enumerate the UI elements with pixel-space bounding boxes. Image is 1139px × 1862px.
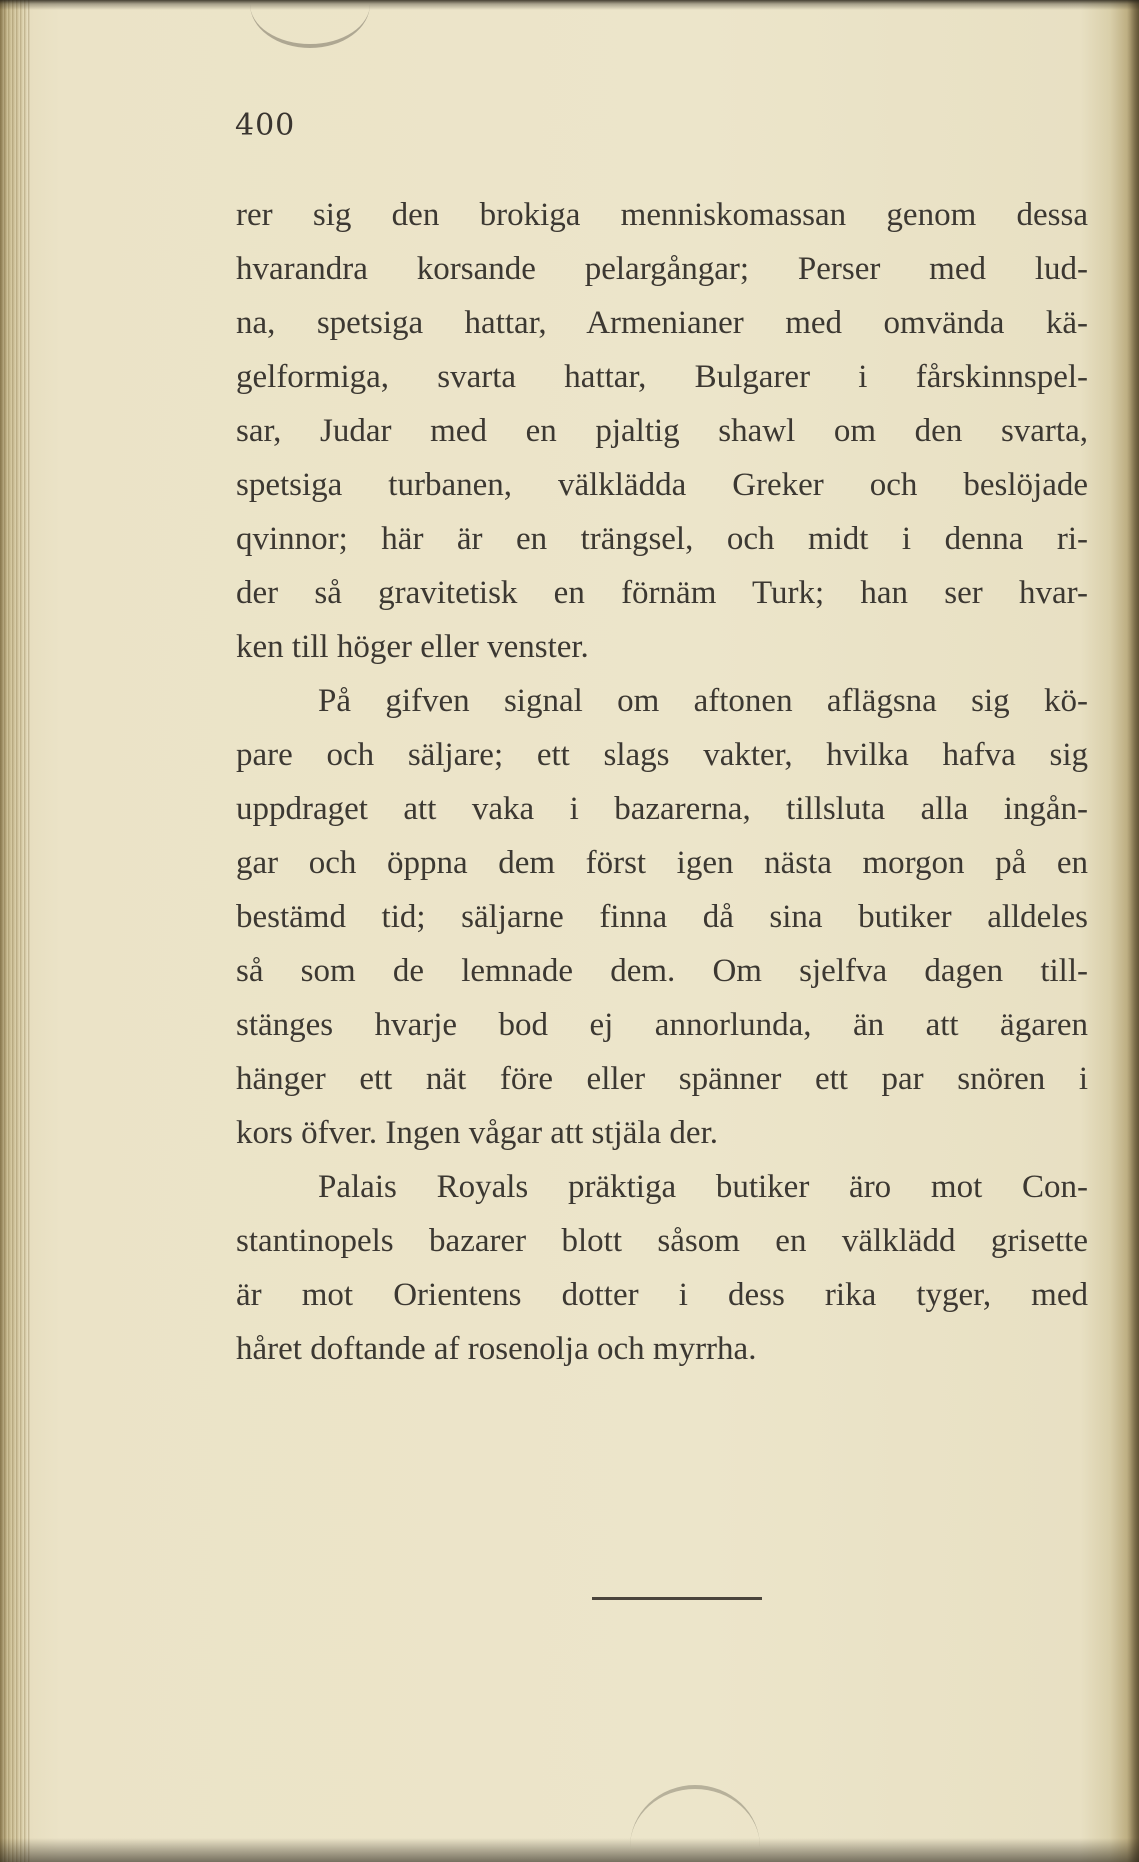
page-edge-right — [1127, 0, 1139, 1862]
text-line: rer sig den brokiga menniskomassan genom dessa — [236, 197, 1088, 233]
text-line: så som de lemnade dem. Om sjelfva dagen till- — [236, 953, 1088, 989]
text-line: På gifven signal om aftonen aflägsna sig kö- — [318, 683, 1088, 719]
body-text — [236, 188, 1088, 1376]
text-line: qvinnor; här är en trängsel, och midt i denna ri- — [236, 521, 1088, 557]
text-line: der så gravitetisk en förnäm Turk; han ser hvar- — [236, 575, 1088, 611]
text-line: spetsiga turbanen, välklädda Greker och beslöjade — [236, 467, 1088, 503]
text-line: pare och säljare; ett slags vakter, hvilka hafva sig — [236, 737, 1088, 773]
text-line: ken till höger eller venster. — [236, 629, 589, 665]
text-line: stantinopels bazarer blott såsom en välklädd grisette — [236, 1223, 1088, 1259]
end-rule — [592, 1597, 762, 1600]
text-line: kors öfver. Ingen vågar att stjäla der. — [236, 1115, 718, 1151]
text-line: är mot Orientens dotter i dess rika tyger, med — [236, 1277, 1088, 1313]
top-shadow — [0, 0, 1139, 10]
text-line: stänges hvarje bod ej annorlunda, än att ägaren — [236, 1007, 1088, 1043]
text-line: bestämd tid; säljarne finna då sina butiker alldeles — [236, 899, 1088, 935]
text-line: hänger ett nät före eller spänner ett par snören i — [236, 1061, 1088, 1097]
bottom-shadow — [0, 1838, 1139, 1862]
text-line: gelformiga, svarta hattar, Bulgarer i fårskinnspel- — [236, 359, 1088, 395]
text-line: håret doftande af rosenolja och myrrha. — [236, 1331, 757, 1367]
text-line: Palais Royals präktiga butiker äro mot Con- — [318, 1169, 1088, 1205]
scan-artifact-top — [250, 0, 370, 48]
text-line: sar, Judar med en pjaltig shawl om den svarta, — [236, 413, 1088, 449]
text-line: uppdraget att vaka i bazarerna, tillsluta alla ingån- — [236, 791, 1088, 827]
text-line: gar och öppna dem först igen nästa morgon på en — [236, 845, 1088, 881]
scan-artifact-bottom — [630, 1785, 760, 1862]
page-number: 400 — [235, 108, 296, 143]
text-line: hvarandra korsande pelargångar; Perser med lud- — [236, 251, 1088, 287]
page-edge-left — [0, 0, 30, 1862]
text-line: na, spetsiga hattar, Armenianer med omvända kä- — [236, 305, 1088, 341]
